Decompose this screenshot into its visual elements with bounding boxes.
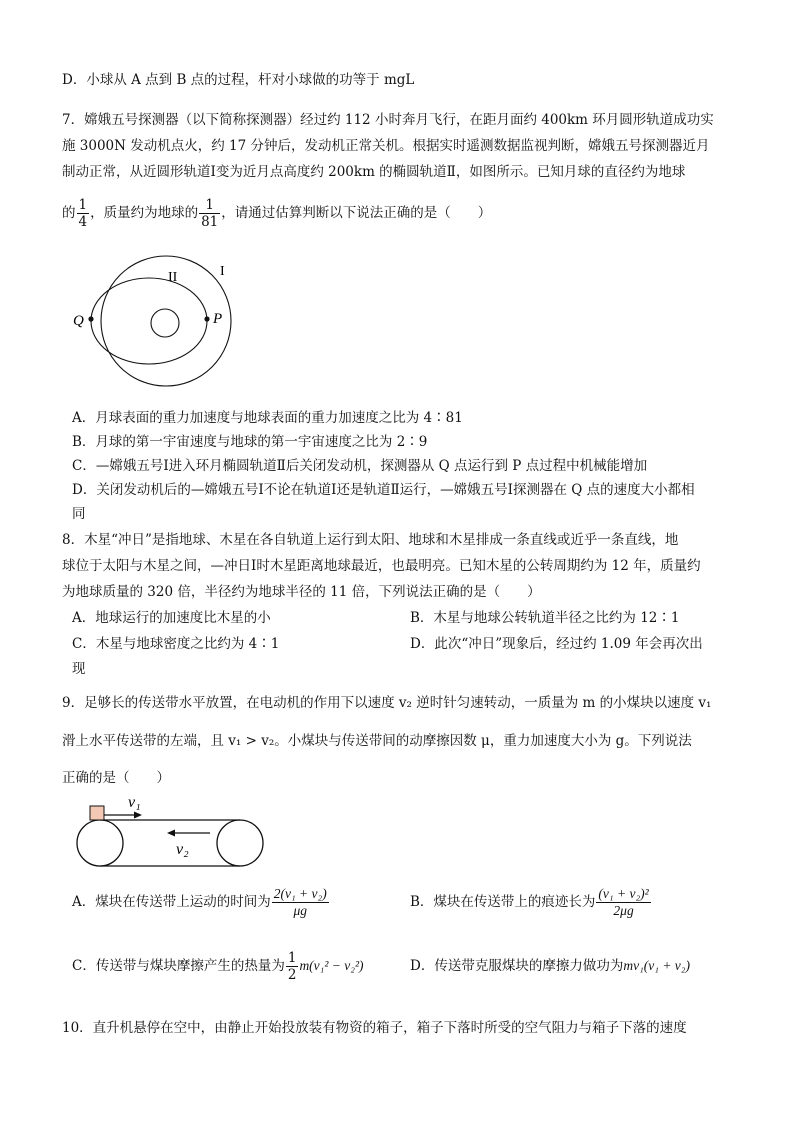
option-c-text: C．传送带与煤块摩擦产生的热量为 bbox=[72, 958, 285, 974]
q9-stem-line-1: 9．足够长的传送带水平放置，在电动机的作用下以速度 v₂ 逆时针匀速转动，一质量为 m 的小煤块以速度 v₁ bbox=[62, 695, 712, 711]
q9-option-d bbox=[410, 946, 690, 986]
point-p-dot bbox=[204, 316, 209, 321]
orbit-i-circle bbox=[101, 256, 231, 386]
q9-conveyor-figure bbox=[70, 790, 280, 870]
q7-stem-4a: 的 bbox=[62, 205, 76, 221]
orbit-ii-ellipse bbox=[91, 278, 207, 364]
label-p: P bbox=[213, 311, 223, 327]
frac-numerator: (v₁ + v₂)² bbox=[598, 886, 649, 901]
label-q: Q bbox=[73, 313, 84, 329]
q7-option-d-line-2: 同 bbox=[72, 506, 86, 522]
q8-option-a: A．地球运行的加速度比木星的小 bbox=[72, 610, 271, 626]
coal-block bbox=[90, 806, 104, 820]
frac-denominator: 2 bbox=[287, 967, 297, 983]
q8-stem-line-3: 为地球质量的 320 倍，半径约为地球半径的 11 倍，下列说法正确的是（ ） bbox=[62, 584, 541, 600]
q7-stem-line-1: 7．嫦娥五号探测器（以下简称探测器）经过约 112 小时奔月飞行，在距月面约 400km 环月圆形轨道成功实 bbox=[62, 112, 714, 128]
q7-option-a: A．月球表面的重力加速度与地球表面的重力加速度之比为 4∶81 bbox=[72, 410, 463, 426]
q6-option-d: D．小球从 A 点到 B 点的过程，杆对小球做的功等于 mgL bbox=[62, 72, 415, 88]
q9-option-c bbox=[72, 946, 364, 986]
q7-fraction-1-4 bbox=[77, 197, 90, 230]
q9-stem-line-2: 滑上水平传送带的左端，且 v₁ > v₂。小煤块与传送带间的动摩擦因数 μ，重力加速度大小为 g。下列说法 bbox=[62, 733, 692, 749]
q7-stem-line-2: 施 3000N 发动机点火，约 17 分钟后，发动机正常关机。根据实时遥测数据监视判断，嫦娥五号探测器近月 bbox=[62, 138, 710, 154]
frac-denominator: 81 bbox=[201, 214, 219, 230]
frac-denominator: 2μg bbox=[613, 903, 634, 918]
q9-option-b bbox=[410, 882, 652, 922]
q9-option-c-fraction bbox=[286, 950, 299, 983]
label-v1: v₁ bbox=[128, 794, 141, 811]
left-pulley bbox=[77, 820, 123, 866]
label-orbit-ii: II bbox=[168, 270, 178, 285]
option-a-text: A．煤块在传送带上运动的时间为 bbox=[72, 894, 271, 910]
frac-denominator: 4 bbox=[78, 214, 88, 230]
option-d-formula: mv₁(v₁ + v₂) bbox=[623, 958, 690, 973]
q7-orbit-figure bbox=[60, 255, 240, 390]
point-q-dot bbox=[88, 316, 93, 321]
frac-numerator: 2(v₁ + v₂) bbox=[273, 886, 327, 901]
q7-option-c: C．—嫦娥五号Ⅰ进入环月椭圆轨道Ⅱ后关闭发动机，探测器从 Q 点运行到 P 点过程中机械能增加 bbox=[72, 458, 648, 474]
q7-stem-4c: ，请通过估算判断以下说法正确的是（ ） bbox=[221, 205, 492, 221]
option-b-text: B．煤块在传送带上的痕迹长为 bbox=[410, 894, 596, 910]
q9-option-a-fraction bbox=[272, 886, 329, 919]
q7-stem-4b: ，质量约为地球的 bbox=[90, 205, 199, 221]
q8-option-b: B．木星与地球公转轨道半径之比约为 12∶1 bbox=[410, 610, 680, 626]
frac-denominator: μg bbox=[293, 903, 307, 918]
q9-option-b-fraction bbox=[596, 886, 650, 919]
option-c-formula: m(v₁² − v₂²) bbox=[299, 958, 364, 973]
q7-stem-line-4 bbox=[62, 196, 491, 230]
q8-option-d-line-2: 现 bbox=[72, 661, 86, 677]
q8-option-d-line-1: D．此次“冲日”现象后，经过约 1.09 年会再次出 bbox=[410, 636, 703, 652]
q9-option-a bbox=[72, 882, 330, 922]
option-d-text: D．传送带克服煤块的摩擦力做功为 bbox=[410, 958, 624, 974]
q8-option-c: C．木星与地球密度之比约为 4∶1 bbox=[72, 636, 280, 652]
q10-stem-line-1: 10．直升机悬停在空中，由静止开始投放装有物资的箱子，箱子下落时所受的空气阻力与箱子下落的速度 bbox=[62, 1020, 687, 1036]
q7-fraction-1-81 bbox=[199, 197, 220, 230]
label-orbit-i: I bbox=[220, 264, 225, 279]
q9-stem-line-3: 正确的是（ ） bbox=[62, 770, 170, 786]
frac-numerator: 1 bbox=[287, 950, 297, 966]
q7-stem-line-3: 制动正常，从近圆形轨道Ⅰ变为近月点高度约 200km 的椭圆轨道Ⅱ，如图所示。已知月球的直径约为地球 bbox=[62, 164, 686, 180]
frac-numerator: 1 bbox=[199, 197, 220, 214]
label-v2: v₂ bbox=[176, 841, 189, 858]
v2-arrow-head bbox=[167, 830, 175, 837]
q8-stem-line-2: 球位于太阳与木星之间，—冲日Ⅰ时木星距离地球最近，也最明亮。已知木星的公转周期约为 12 年，质量约 bbox=[62, 558, 701, 574]
v1-arrow-head bbox=[134, 812, 142, 819]
frac-numerator: 1 bbox=[78, 197, 88, 213]
q7-option-b: B．月球的第一宇宙速度与地球的第一宇宙速度之比为 2∶9 bbox=[72, 434, 428, 450]
right-pulley bbox=[217, 820, 263, 866]
q7-option-d-line-1: D．关闭发动机后的—嫦娥五号Ⅰ不论在轨道Ⅰ还是轨道Ⅱ运行，—嫦娥五号Ⅰ探测器在 Q 点的速度大小都相 bbox=[72, 482, 695, 498]
moon-circle bbox=[151, 309, 179, 337]
q8-stem-line-1: 8．木星“冲日”是指地球、木星在各自轨道上运行到太阳、地球和木星排成一条直线或近乎一条直线，地 bbox=[62, 532, 679, 548]
